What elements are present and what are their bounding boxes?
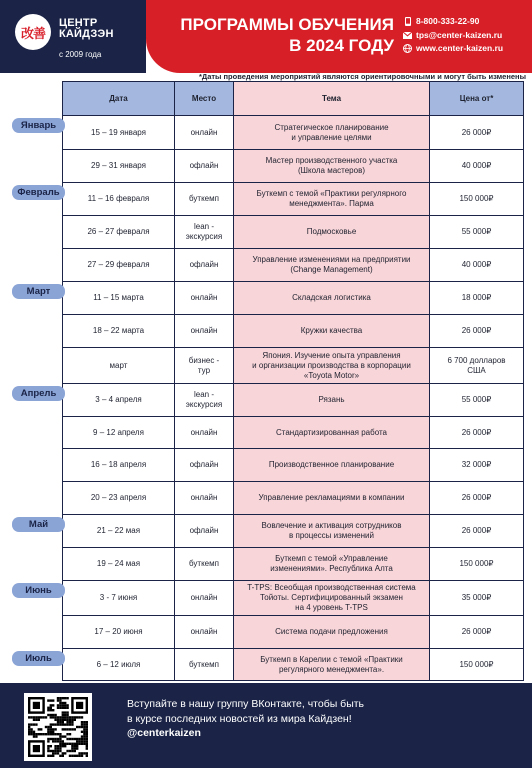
date-cell: 15 – 19 января: [62, 115, 175, 150]
header-topic: Тема: [233, 81, 430, 116]
date-cell: 11 – 16 февраля: [62, 182, 175, 216]
place-cell: онлайн: [174, 615, 234, 649]
date-cell: 3 – 4 апреля: [62, 383, 175, 417]
brand-panel: [0, 0, 146, 73]
place-cell: буткемп: [174, 547, 234, 581]
topic-cell: T-TPS: Всеобщая производственная система Тойоты. Сертифицированный экзамен на 4 уровень T-TPS: [233, 580, 430, 616]
table-row: [63, 315, 526, 348]
title-line-1: ПРОГРАММЫ ОБУЧЕНИЯ: [180, 15, 394, 34]
topic-cell: Стратегическое планирование и управление целями: [233, 115, 430, 150]
table-row: [63, 581, 526, 616]
place-cell: офлайн: [174, 248, 234, 282]
date-cell: 20 – 23 апреля: [62, 481, 175, 515]
topic-cell: Складская логистика: [233, 281, 430, 315]
place-cell: буткемп: [174, 648, 234, 681]
table-body: [63, 116, 526, 681]
date-cell: 27 – 29 февраля: [62, 248, 175, 282]
topic-cell: Управление изменениями на предприятии (Change Management): [233, 248, 430, 282]
website-link[interactable]: www.center-kaizen.ru: [416, 43, 504, 53]
price-cell: 150 000₽: [429, 182, 524, 216]
place-cell: бизнес - тур: [174, 347, 234, 384]
month-label: Февраль: [12, 185, 65, 200]
table-row: [63, 417, 526, 449]
table-row: [63, 282, 526, 315]
price-cell: 26 000₽: [429, 514, 524, 548]
brand-line-2: КАЙДЗЭН: [59, 28, 114, 40]
date-cell: 19 – 24 мая: [62, 547, 175, 581]
topic-cell: Япония. Изучение опыта управления и организации производства в корпорации «Toyota Motor»: [233, 347, 430, 384]
date-cell: 17 – 20 июня: [62, 615, 175, 649]
contacts: [403, 15, 503, 56]
date-cell: 16 – 18 апреля: [62, 448, 175, 482]
price-cell: 150 000₽: [429, 648, 524, 681]
date-cell: 21 – 22 мая: [62, 514, 175, 548]
topic-cell: Буткемп в Карелии с темой «Практики регулярного менеджмента».: [233, 648, 430, 681]
topic-cell: Кружки качества: [233, 314, 430, 348]
date-cell: 6 – 12 июля: [62, 648, 175, 681]
table-row: [63, 249, 526, 282]
topic-cell: Управление рекламациями в компании: [233, 481, 430, 515]
price-cell: 26 000₽: [429, 481, 524, 515]
place-cell: lean - экскурсия: [174, 383, 234, 417]
header-price: Цена от*: [429, 81, 524, 116]
place-cell: офлайн: [174, 514, 234, 548]
price-cell: 150 000₽: [429, 547, 524, 581]
month-label: Январь: [12, 118, 65, 133]
place-cell: офлайн: [174, 149, 234, 183]
date-cell: 18 – 22 марта: [62, 314, 175, 348]
email-row: [403, 29, 503, 43]
date-cell: 11 – 15 марта: [62, 281, 175, 315]
brand-name: [59, 18, 114, 40]
month-label: Июнь: [12, 583, 65, 598]
table-row: [63, 548, 526, 581]
vk-invitation: [127, 697, 364, 741]
table-row: [63, 216, 526, 249]
table-row: [63, 616, 526, 649]
table-row: [63, 116, 526, 150]
price-cell: 26 000₽: [429, 314, 524, 348]
header-place: Место: [174, 81, 234, 116]
date-cell: 3 - 7 июня: [62, 580, 175, 616]
place-cell: офлайн: [174, 448, 234, 482]
topic-cell: Стандартизированная работа: [233, 416, 430, 449]
price-cell: 55 000₽: [429, 215, 524, 249]
programs-table: [63, 82, 526, 681]
envelope-icon: [403, 31, 412, 40]
price-cell: 40 000₽: [429, 248, 524, 282]
place-cell: онлайн: [174, 481, 234, 515]
place-cell: онлайн: [174, 416, 234, 449]
brand-line-1: ЦЕНТР: [59, 17, 98, 29]
date-cell: март: [62, 347, 175, 384]
dates-disclaimer: *Даты проведения мероприятий являются ориентировочными и могут быть изменены: [198, 72, 526, 81]
place-cell: онлайн: [174, 281, 234, 315]
topic-cell: Подмосковье: [233, 215, 430, 249]
table-row: [63, 183, 526, 216]
price-cell: 40 000₽: [429, 149, 524, 183]
footer-line-2: в курсе последних новостей из мира Кайдзен!: [127, 712, 352, 725]
title-line-2: В 2024 ГОДУ: [289, 36, 394, 55]
month-label: Март: [12, 284, 65, 299]
title-panel: [146, 0, 532, 73]
vk-handle-link[interactable]: @centerkaizen: [127, 727, 201, 739]
topic-cell: Буткемп с темой «Практики регулярного менеджмента». Парма: [233, 182, 430, 216]
topic-cell: Мастер производственного участка (Школа мастеров): [233, 149, 430, 183]
place-cell: lean - экскурсия: [174, 215, 234, 249]
table-row: [63, 150, 526, 183]
price-cell: 32 000₽: [429, 448, 524, 482]
table-row: [63, 649, 526, 681]
place-cell: онлайн: [174, 314, 234, 348]
topic-cell: Производственное планирование: [233, 448, 430, 482]
site-row: [403, 42, 503, 56]
table-row: [63, 515, 526, 548]
place-cell: буткемп: [174, 182, 234, 216]
table-header-row: [63, 82, 526, 116]
price-cell: 26 000₽: [429, 615, 524, 649]
topic-cell: Система подачи предложения: [233, 615, 430, 649]
place-cell: онлайн: [174, 580, 234, 616]
topic-cell: Рязань: [233, 383, 430, 417]
footer: [0, 683, 532, 768]
price-cell: 55 000₽: [429, 383, 524, 417]
header-date: Дата: [62, 81, 175, 116]
date-cell: 29 – 31 января: [62, 149, 175, 183]
date-cell: 26 – 27 февраля: [62, 215, 175, 249]
table-row: [63, 482, 526, 515]
founded-text: с 2009 года: [59, 50, 102, 59]
topic-cell: Вовлечение и активация сотрудников в процессы изменений: [233, 514, 430, 548]
phone-link[interactable]: 8-800-333-22-90: [416, 16, 480, 26]
date-cell: 9 – 12 апреля: [62, 416, 175, 449]
month-label: Июль: [12, 651, 65, 666]
price-cell: 26 000₽: [429, 115, 524, 150]
email-link[interactable]: tps@center-kaizen.ru: [416, 29, 503, 40]
price-cell: 6 700 долларов США: [429, 347, 524, 384]
month-label: Май: [12, 517, 65, 532]
phone-row: [403, 15, 503, 29]
globe-icon: [403, 44, 412, 53]
footer-line-1: Вступайте в нашу группу ВКонтакте, чтобы быть: [127, 698, 365, 710]
page-title: [166, 14, 394, 56]
price-cell: 26 000₽: [429, 416, 524, 449]
kaizen-logo-icon: 改善: [15, 14, 51, 50]
price-cell: 35 000₽: [429, 580, 524, 616]
table-row: [63, 449, 526, 482]
table-row: [63, 348, 526, 384]
place-cell: онлайн: [174, 115, 234, 150]
phone-icon: [403, 17, 412, 26]
qr-code-icon[interactable]: [24, 693, 92, 761]
topic-cell: Буткемп с темой «Управление изменениями». Республика Алта: [233, 547, 430, 581]
month-label: Апрель: [12, 386, 65, 401]
price-cell: 18 000₽: [429, 281, 524, 315]
table-row: [63, 384, 526, 417]
